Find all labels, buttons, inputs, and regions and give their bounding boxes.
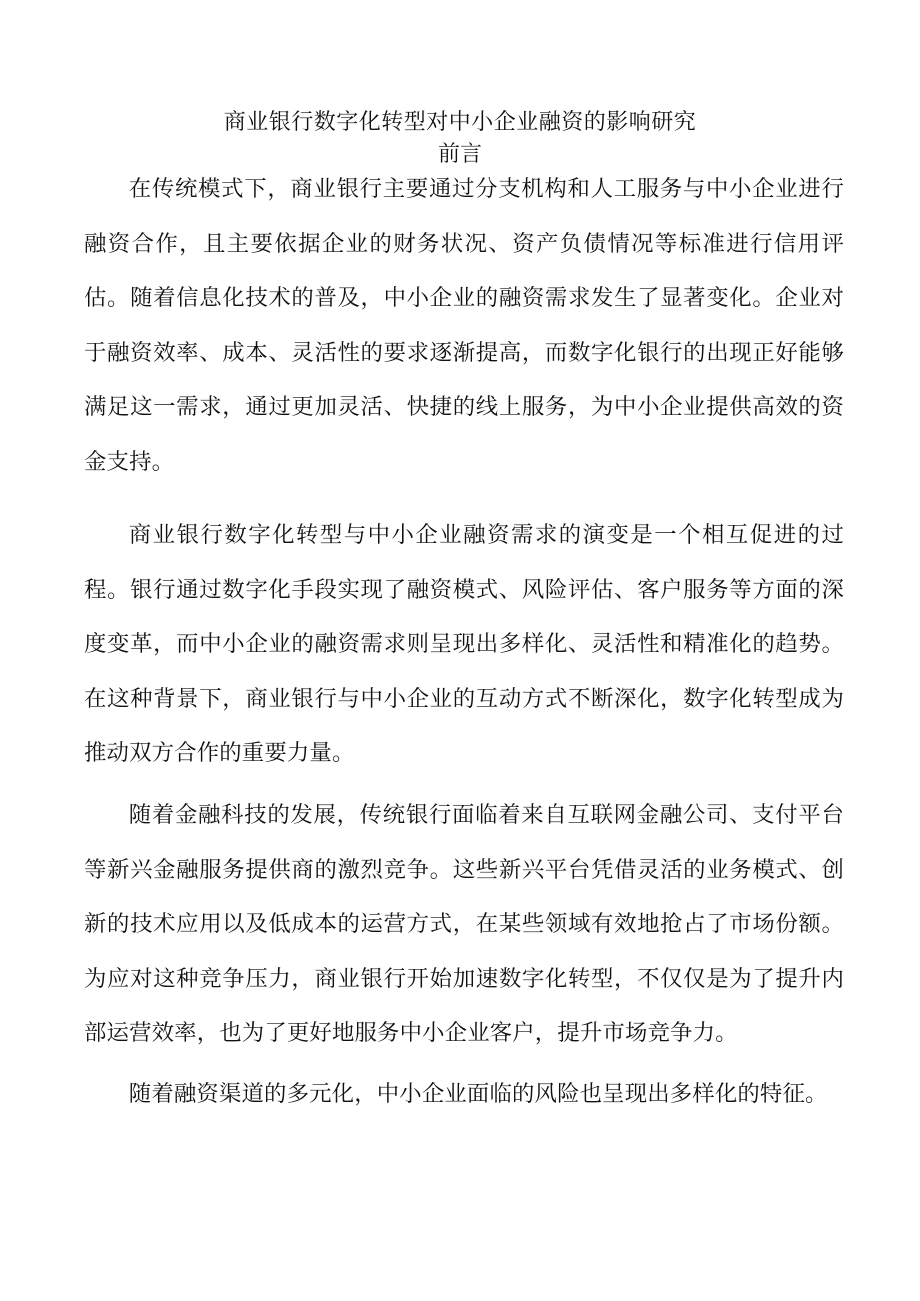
section-heading: 前言 [437, 142, 482, 167]
document-title: 商业银行数字化转型对中小企业融资的影响研究 [223, 110, 697, 135]
paragraph-4: 随着融资渠道的多元化，中小企业面临的风险也呈现出多样化的特征。 [128, 1081, 828, 1107]
paragraph-2: 商业银行数字化转型与中小企业融资需求的演变是一个相互促进的过程。银行通过数字化手段实现了融资模式、风险评估、客户服务等方面的深度变革，而中小企业的融资需求则呈现出多样化、灵活性和精准化的趋势。在这种背景下，商业银行与中小企业的互动方式不断深化，数字化转型成为推动双方合作的重要力量。 [84, 522, 844, 766]
paragraph-3: 随着金融科技的发展，传统银行面临着来自互联网金融公司、支付平台等新兴金融服务提供商的激烈竞争。这些新兴平台凭借灵活的业务模式、创新的技术应用以及低成本的运营方式，在某些领域有效地抢占了市场份额。为应对这种竞争压力，商业银行开始加速数字化转型，不仅仅是为了提升内部运营效率，也为了更好地服务中小企业客户，提升市场竞争力。 [84, 802, 844, 1046]
paragraph-1: 在传统模式下，商业银行主要通过分支机构和人工服务与中小企业进行融资合作，且主要依据企业的财务状况、资产负债情况等标准进行信用评估。随着信息化技术的普及，中小企业的融资需求发生了显著变化。企业对于融资效率、成本、灵活性的要求逐渐提高，而数字化银行的出现正好能够满足这一需求，通过更加灵活、快捷的线上服务，为中小企业提供高效的资金支持。 [84, 176, 844, 475]
